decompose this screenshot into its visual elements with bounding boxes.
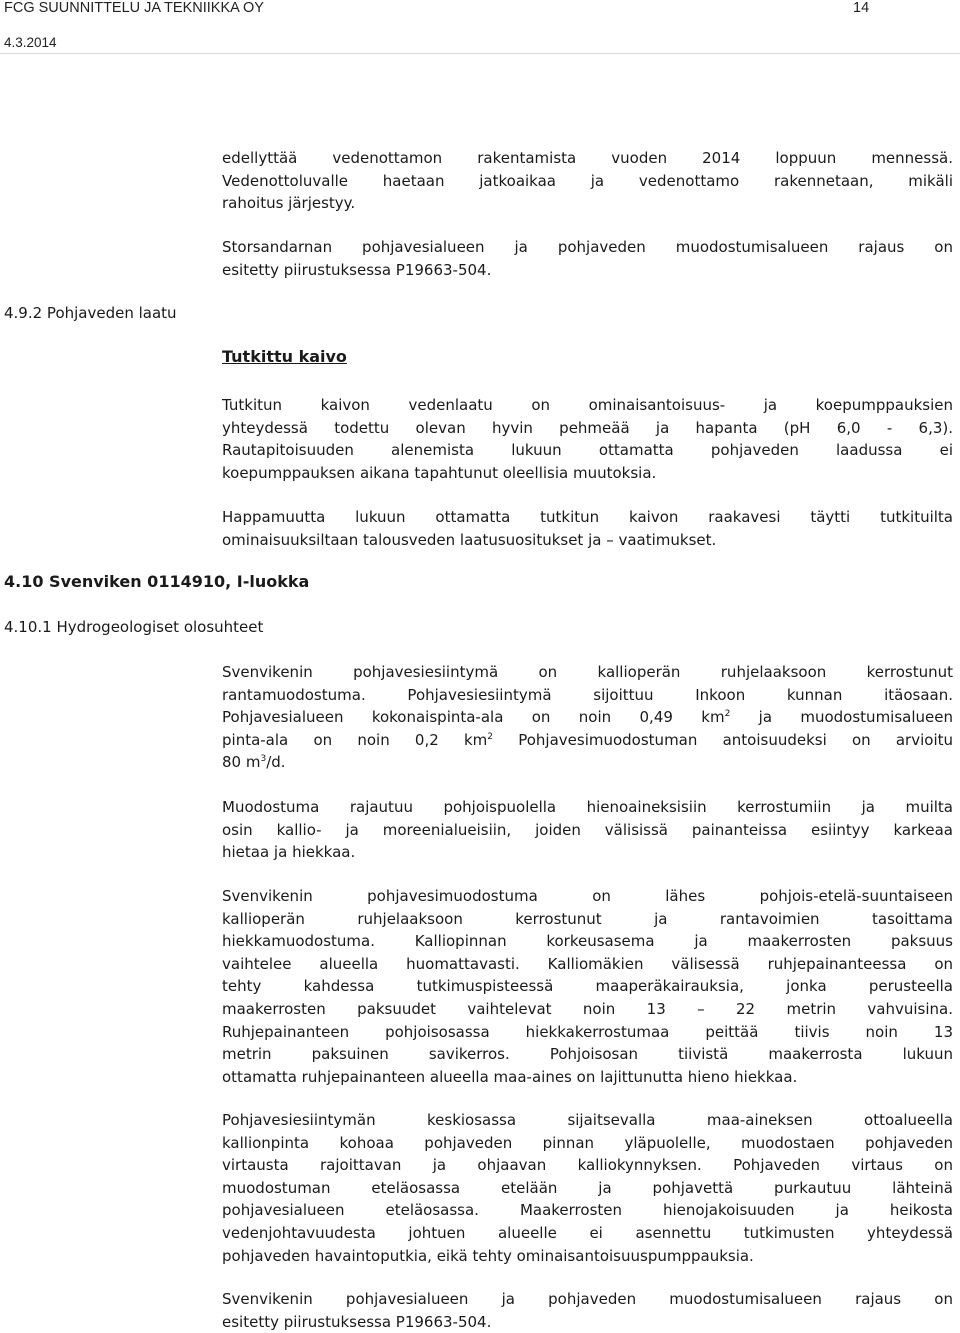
text-line: ottamatta ruhjepainanteen alueella maa-aines on lajittunutta hieno hiekkaa. <box>222 1067 798 1086</box>
text-line: Svenvikenin pohjavesimuodostuma on lähes pohjois-etelä-suuntaiseen <box>222 887 953 905</box>
text-line: Happamuutta lukuun ottamatta tutkitun kaivon raakavesi täytti tutkituilta <box>222 508 953 526</box>
text-line <box>222 729 953 752</box>
text-line: yhteydessä todettu olevan hyvin pehmeää ja hapanta (pH 6,0 - 6,3). <box>222 418 953 437</box>
company-name: FCG SUUNNITTELU JA TEKNIIKKA OY <box>4 0 264 16</box>
text-segment: Pohjavesialueen kokonaispintа-ala on noin 0,49 km <box>222 708 725 727</box>
text-segment: Pohjavesimuodostuman antoisuudeksi on arvioitu <box>493 730 953 749</box>
superscript: 2 <box>724 709 731 720</box>
page-number: 14 <box>853 0 870 16</box>
text-line: Svenvikenin pohjavesiesiintymä on kallioperän ruhjelaaksoon kerrostunut <box>222 663 953 681</box>
text-line <box>222 751 953 774</box>
text-line: esitetty piirustuksessa P19663-504. <box>222 260 492 279</box>
text-segment: 80 m <box>222 753 261 772</box>
text-line: maakerrosten paksuudet vaihtelevat noin 13 – 22 metrin vahvuisina. <box>222 999 953 1018</box>
text-line: kallioperän ruhjelaaksoon kerrostunut ja rantavoimien tasoittama <box>222 909 953 928</box>
text-line: pohjaveden havaintoputkia, eikä tehty ominaisantoisuuspumppauksia. <box>222 1246 754 1265</box>
paragraph-6 <box>222 796 953 864</box>
text-line: virtausta rajoittavan ja ohjaavan kalliokynnyksen. Pohjaveden virtaus on <box>222 1156 953 1175</box>
text-line: hietaa ja hiekkaa. <box>222 843 356 862</box>
text-line: pohjavesialueen eteläosassa. Maakerrosten hienojakoisuuden ja heikosta <box>222 1201 953 1220</box>
subheading-tutkittu-kaivo: Tutkittu kaivo <box>222 347 347 366</box>
text-line: Storsandarnan pohjavesialueen ja pohjaveden muodostumisalueen rajaus on <box>222 238 953 256</box>
section-heading-4-10-1: 4.10.1 Hydrogeologiset olosuhteet <box>4 618 264 636</box>
section-heading-4-10: 4.10 Svenviken 0114910, I-luokka <box>4 572 310 591</box>
section-heading-4-9-2: 4.9.2 Pohjaveden laatu <box>4 304 177 322</box>
superscript: 3 <box>260 754 267 765</box>
text-line: ominaisuuksiltaan talousveden laatusuositukset ja – vaatimukset. <box>222 530 717 549</box>
text-line: Tutkitun kaivon vedenlaatu on ominaisantoisuus- ja koepumppauksien <box>222 396 953 414</box>
text-line <box>222 706 953 729</box>
paragraph-3 <box>222 394 953 484</box>
header-rule <box>0 53 960 54</box>
text-line: Pohjavesiesiintymän keskiosassa sijaitsevalla maa-aineksen ottoalueella <box>222 1111 953 1129</box>
document-date: 4.3.2014 <box>4 35 57 50</box>
text-line: koepumppauksen aikana tapahtunut oleellisia muutoksia. <box>222 463 657 482</box>
text-line: metrin paksuinen savikerros. Pohjoisosan tiivistä maakerrosta lukuun <box>222 1045 953 1064</box>
text-line: Ruhjepainanteen pohjoisosassa hiekkakerrostumaa peittää tiivis noin 13 <box>222 1022 953 1041</box>
text-line: Vedenottoluvalle haetaan jatkoaikaa ja vedenottamo rakennetaan, mikäli <box>222 171 953 190</box>
text-line: hiekkamuodostuma. Kalliopinnan korkeusasema ja maakerrosten paksuus <box>222 932 953 951</box>
text-line: kallionpinta kohoaa pohjaveden pinnan yläpuolelle, muodostaen pohjaveden <box>222 1133 953 1152</box>
text-line: muodostuman eteläosassa etelään ja pohjavettä purkautuu lähteinä <box>222 1178 953 1197</box>
text-segment: ja muodostumisalueen <box>730 708 953 727</box>
text-line: edellyttää vedenottamon rakentamista vuoden 2014 loppuun mennessä. <box>222 149 953 167</box>
text-line: Svenvikenin pohjavesialueen ja pohjaveden muodostumisalueen rajaus on <box>222 1290 953 1308</box>
paragraph-4 <box>222 506 953 551</box>
text-segment: pinta-ala on noin 0,2 km <box>222 730 488 749</box>
text-line: vaihtelee alueella huomattavasti. Kalliomäkien välisessä ruhjepainanteessa on <box>222 954 953 973</box>
paragraph-8 <box>222 1109 953 1267</box>
paragraph-7 <box>222 885 953 1088</box>
text-line: esitetty piirustuksessa P19663-504. <box>222 1312 492 1331</box>
paragraph-5 <box>222 661 953 774</box>
text-line: Muodostuma rajautuu pohjoispuolella hienoaineksisiin kerrostumiin ja muilta <box>222 798 953 816</box>
text-line: rahoitus järjestyy. <box>222 194 356 213</box>
paragraph-9 <box>222 1288 953 1333</box>
superscript: 2 <box>487 731 494 742</box>
text-line: tehty kahdessa tutkimuspisteessä maaperäkairauksia, jonka perusteella <box>222 977 953 996</box>
text-line: osin kallio- ja moreenialueisiin, joiden välisissä painanteissa esiintyy karkeaa <box>222 820 953 839</box>
paragraph-2 <box>222 236 953 281</box>
text-segment: /d. <box>266 753 286 772</box>
text-line: vedenjohtavuudesta johtuen alueelle ei asennettu tutkimusten yhteydessä <box>222 1223 953 1242</box>
text-line: rantamuodostuma. Pohjavesiesiintymä sijoittuu Inkoon kunnan itäosaan. <box>222 685 953 704</box>
paragraph-1 <box>222 147 953 215</box>
text-line: Rautapitoisuuden alenemista lukuun ottamatta pohjaveden laadussa ei <box>222 441 953 460</box>
